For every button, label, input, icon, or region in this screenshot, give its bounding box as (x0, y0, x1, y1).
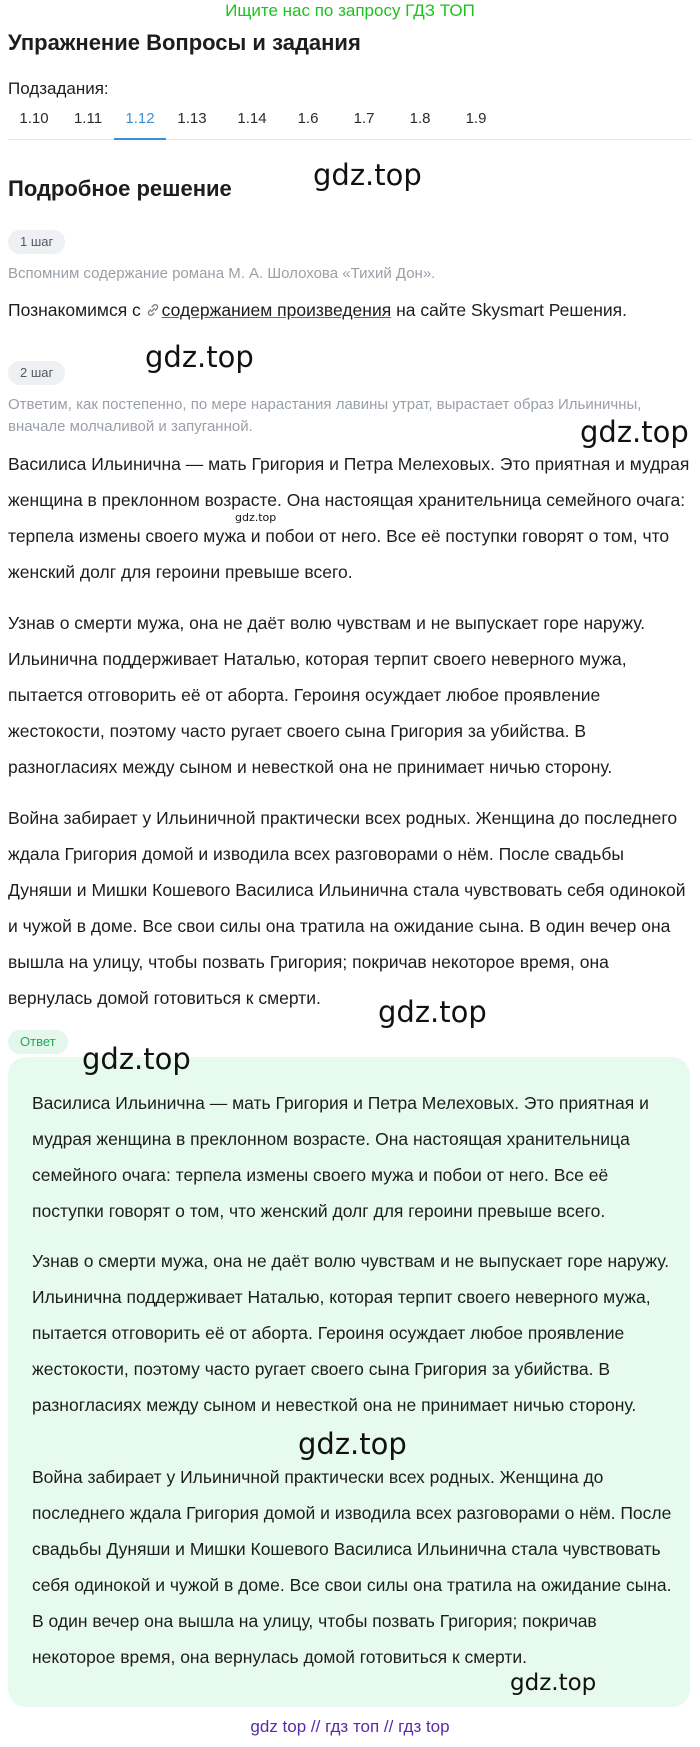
watermark: gdz.top (235, 511, 277, 524)
tab-1-12[interactable]: 1.12 (114, 104, 166, 140)
watermark: gdz.top (313, 158, 422, 192)
watermark: gdz.top (145, 340, 254, 374)
tab-1-10[interactable]: 1.10 (19, 110, 49, 127)
solution-heading: Подробное решение (8, 176, 232, 201)
step-1-hint: Вспомним содержание романа М. А. Шолохова «Тихий Дон». (8, 265, 436, 282)
tab-1-14[interactable]: 1.14 (237, 110, 267, 127)
tab-1-13[interactable]: 1.13 (177, 110, 207, 127)
exercise-title: Упражнение Вопросы и задания (8, 30, 361, 55)
tab-1-6[interactable]: 1.6 (297, 110, 319, 127)
link-icon (146, 297, 160, 311)
step-1-text-before: Познакомимся с (8, 300, 146, 320)
answer-paragraph-1: Василиса Ильинична — мать Григория и Петра Мелеховых. Это приятная и мудрая женщина в преклонном возрасте. Она настоящая хранительница семейного очага: терпела измены своего мужа и побои от него. Все её поступки говорят о том, что женский долг для героини превыше всего. (32, 1093, 649, 1221)
answer-box (8, 1057, 690, 1707)
step-2-badge: 2 шаг (8, 361, 65, 385)
tab-1-8[interactable]: 1.8 (409, 110, 431, 127)
tab-1-9[interactable]: 1.9 (465, 110, 487, 127)
tab-1-11[interactable]: 1.11 (73, 110, 103, 127)
step-1-text (8, 296, 627, 324)
watermark: gdz.top (378, 995, 487, 1029)
answer-paragraph-2: Узнав о смерти мужа, она не даёт волю чувствам и не выпускает горе наружу. Ильинична поддерживает Наталью, которая терпит своего неверного мужа, пытается отговорить её от аборта. Героиня осуждает любое проявление жестокости, поэтому часто ругает своего сына Григория за убийства. В разногласиях между сыном и невесткой она не принимает ничью сторону. (32, 1251, 670, 1415)
subtask-tabs (8, 104, 692, 140)
answer-paragraph-3: Война забирает у Ильиничной практически всех родных. Женщина до последнего ждала Григория домой и изводила всех разговорами о нём. После свадьбы Дуняши и Мишки Кошевого Василиса Ильинична стала чувствовать себя одинокой и чужой в доме. Все свои силы она тратила на ожидание сына. В один вечер она вышла на улицу, чтобы позвать Григория; покричав некоторое время, она вернулась домой готовиться к смерти. (32, 1467, 672, 1667)
promo-banner[interactable]: Ищите нас по запросу ГДЗ ТОП (225, 1, 475, 20)
content-link[interactable]: содержанием произведения (161, 300, 392, 320)
answer-badge: Ответ (8, 1030, 68, 1054)
subtasks-label: Подзадания: (8, 79, 109, 98)
step-2-paragraph-2: Узнав о смерти мужа, она не даёт волю чувствам и не выпускает горе наружу. Ильинична поддерживает Наталью, которая терпит своего неверного мужа, пытается отговорить её от аборта. Героиня осуждает любое проявление жестокости, поэтому часто ругает своего сына Григория за убийства. В разногласиях между сыном и невесткой она не принимает ничью сторону. (8, 613, 646, 777)
watermark: gdz.top (298, 1427, 407, 1461)
step-2-paragraph-3: Война забирает у Ильиничной практически всех родных. Женщина до последнего ждала Григория домой и изводила всех разговорами о нём. После свадьбы Дуняши и Мишки Кошевого Василиса Ильинична стала чувствовать себя одинокой и чужой в доме. Все свои силы она тратила на ожидание сына. В один вечер она вышла на улицу, чтобы позвать Григория; покричав некоторое время, она вернулась домой готовиться к смерти. (8, 808, 686, 1008)
footer-links[interactable]: gdz top // гдз топ // гдз top (250, 1717, 450, 1736)
watermark: gdz.top (82, 1042, 191, 1076)
watermark: gdz.top (510, 1670, 597, 1696)
step-1-text-after: на сайте Skysmart Решения. (391, 300, 627, 320)
step-2-hint: Ответим, как постепенно, по мере нарастания лавины утрат, вырастает образ Ильиничны, вначале молчаливой и запуганной. (8, 396, 642, 435)
step-1-badge: 1 шаг (8, 230, 65, 254)
watermark: gdz.top (580, 415, 689, 449)
tab-1-7[interactable]: 1.7 (353, 110, 375, 127)
step-2-paragraph-1: Василиса Ильинична — мать Григория и Петра Мелеховых. Это приятная и мудрая женщина в преклонном возрасте. Она настоящая хранительница семейного очага: терпела измены своего мужа и побои от него. Все её поступки говорят о том, что женский долг для героини превыше всего. (8, 454, 690, 582)
